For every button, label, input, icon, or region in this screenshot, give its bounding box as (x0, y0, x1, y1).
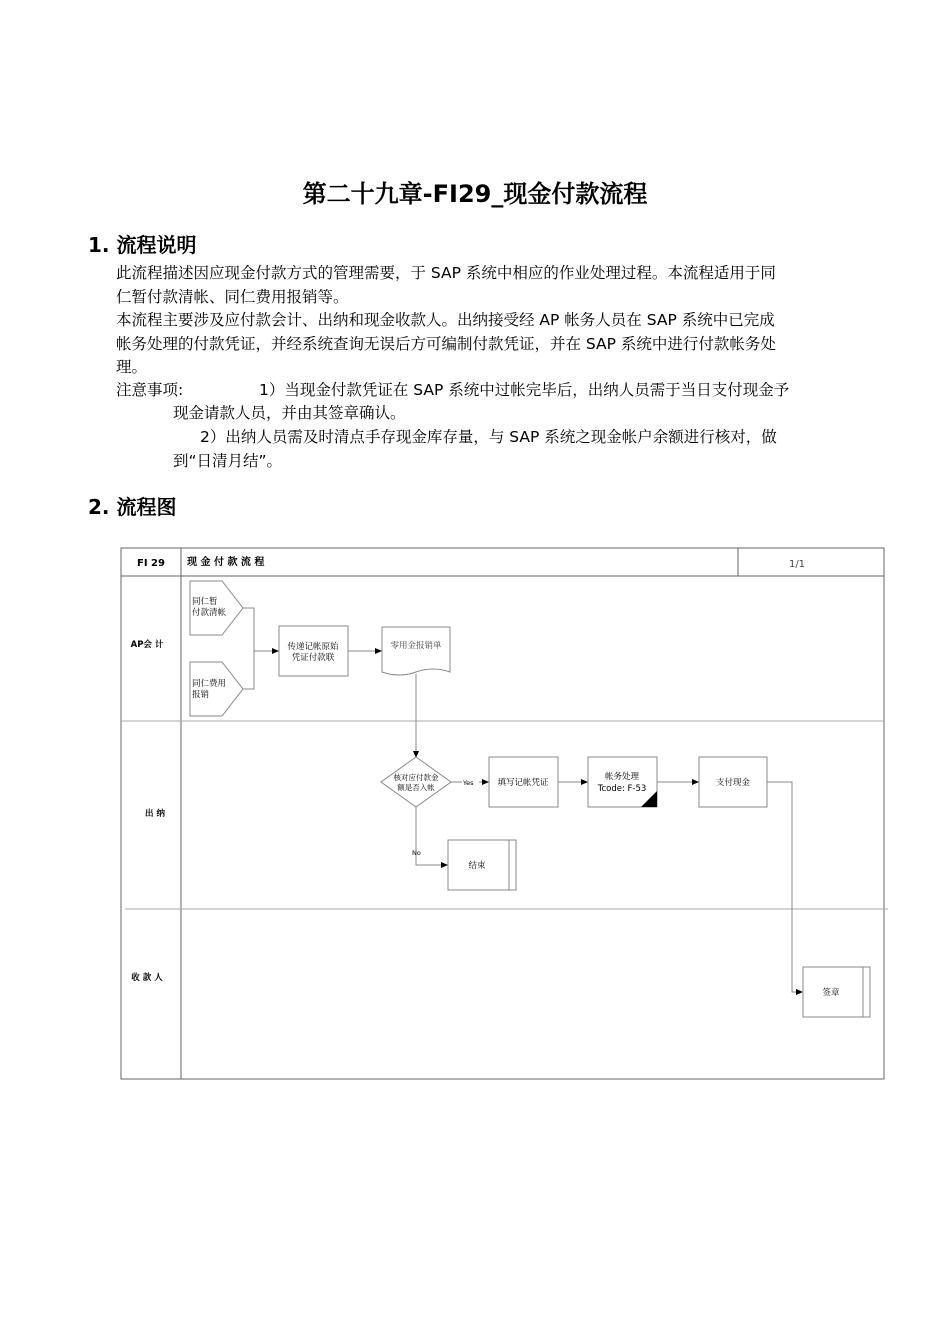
text-line: 理。 (116, 358, 148, 376)
note-1-line-2: 现金请款人员，并由其签章确认。 (173, 404, 406, 422)
note-label: 注意事项: (116, 381, 184, 399)
node-label: 结束 (468, 861, 486, 871)
lane-label-payee: 收 款 人 (131, 973, 163, 983)
lane-label-cashier: 出 纳 (145, 809, 165, 819)
node-label: 支付现金 (715, 778, 751, 788)
node-label: 帐务处理 (604, 772, 640, 782)
note-1-line-1: 1）当现金付款凭证在 SAP 系统中过帐完毕后，出纳人员需于当日支付现金予 (259, 381, 790, 399)
lane-label-ap: AP会 计 (130, 640, 164, 650)
text-line: 本流程主要涉及应付款会计、出纳和现金收款人。出纳接受经 AP 帐务人员在 SAP 系统中已完成 (116, 311, 775, 329)
flowchart-frame (121, 548, 884, 1079)
flowchart-code: FI 29 (137, 558, 165, 569)
text-line: 此流程描述因应现金付款方式的管理需要，于 SAP 系统中相应的作业处理过程。本流程适用于同 (116, 264, 776, 282)
flowchart-name: 现 金 付 款 流 程 (187, 557, 265, 568)
connector (243, 608, 254, 689)
node-label: 凭证付款联 (291, 653, 335, 663)
node-label: 签章 (822, 988, 840, 998)
flowchart-page: 1/1 (788, 559, 806, 570)
node-label: 同仁暂 (192, 597, 218, 607)
text-line: 仁暂付款清帐、同仁费用报销等。 (116, 287, 349, 306)
page-title: 第二十九章-FI29_现金付款流程 (302, 180, 648, 208)
note-2-line-1: 2）出纳人员需及时清点手存现金库存量，与 SAP 系统之现金帐户余额进行核对，做 (200, 428, 777, 446)
node-label: Tcode: F-53 (597, 784, 647, 794)
node-label: 同仁费用 (192, 679, 227, 689)
connector-to-sign (767, 782, 803, 992)
node-label: 传递记帐原始 (287, 642, 339, 652)
section-heading-process-description: 1. 流程说明 (88, 233, 197, 257)
node-label: 填写记帐凭证 (497, 778, 549, 788)
node-posting-f53 (588, 757, 657, 807)
node-label: 额是否入帐 (397, 783, 435, 792)
node-expense-claim (190, 662, 243, 716)
text-line: 帐务处理的付款凭证，并经系统查询无误后方可编制付款凭证，并在 SAP 系统中进行付款帐务处 (116, 334, 776, 353)
branch-label-yes: Yes (463, 779, 474, 787)
section-heading-flowchart: 2. 流程图 (88, 495, 177, 519)
node-petty-cash-form (382, 627, 450, 675)
node-label: 付款清帐 (192, 608, 227, 618)
node-check-amount-decision (381, 757, 451, 807)
note-2-line-2: 到“日清月结”。 (173, 452, 283, 470)
node-label: 零用金报销单 (390, 641, 442, 651)
node-label: 核对应付款金 (393, 773, 439, 782)
branch-label-no: No (412, 849, 421, 857)
node-label: 报销 (192, 690, 210, 700)
